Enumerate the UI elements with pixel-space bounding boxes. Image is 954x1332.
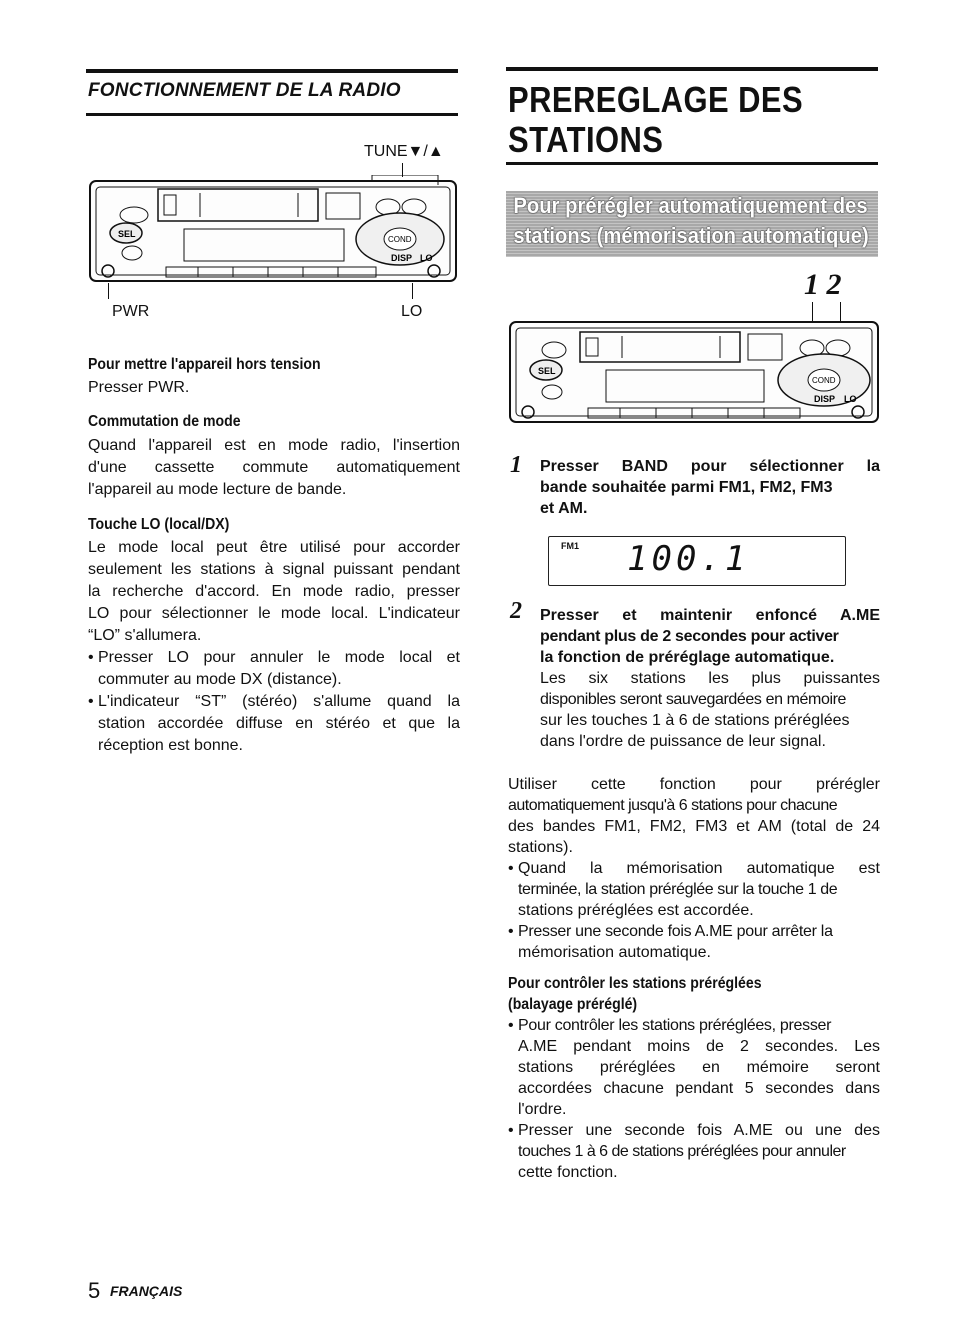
text-line: commuter au mode DX (distance). [98, 671, 342, 688]
step-1-number: 1 [510, 452, 522, 478]
text-line: dans l'ordre de puissance de leur signal. [540, 733, 826, 750]
lo-button-label: LO [844, 394, 857, 404]
page-title [508, 80, 803, 160]
step-1-text [540, 456, 880, 519]
text-line: accordées chacune pendant 5 secondes dans [518, 1080, 880, 1097]
radio-unit-illustration [88, 175, 458, 287]
right-top-rule [506, 67, 878, 71]
text-line: et AM. [540, 500, 588, 517]
text-line: Presser BAND pour sélectionner la [540, 458, 880, 475]
text-line: réception est bonne. [98, 737, 243, 754]
text-line: bande souhaitée parmi FM1, FM2, FM3 [540, 479, 833, 496]
text-line: la fonction de préréglage automatique. [540, 649, 835, 666]
text-line: des bandes FM1, FM2, FM3 et AM (total de 24 [508, 818, 880, 835]
subheading-power-off: Pour mettre l'appareil hors tension [88, 356, 321, 373]
text-line: • Presser une seconde fois A.ME pour arrêter la [518, 923, 833, 940]
tune-label: TUNE▼/▲ [364, 143, 444, 160]
sel-button-label: SEL [118, 229, 136, 239]
text-line: Utiliser cette fonction pour prérégler [508, 776, 880, 793]
bullet-item [508, 1120, 880, 1183]
pwr-callout-line [108, 283, 109, 299]
lcd-frequency: 100.1 [627, 539, 750, 579]
bullet-item [508, 921, 880, 963]
lcd-band: FM1 [561, 541, 579, 551]
text-line: • Presser une seconde fois A.ME ou une des [518, 1122, 880, 1139]
text-line: • L'indicateur “ST” (stéréo) s'allume quand la [98, 693, 460, 710]
text-line: station accordée diffuse en stéréo et que la [98, 715, 460, 732]
text-line: touches 1 à 6 de stations préréglées pour annuler [518, 1143, 846, 1160]
radio-unit-illustration-2 [508, 318, 880, 428]
text-line: “LO” s'allumera. [88, 627, 202, 644]
cond-button-label: COND [388, 235, 412, 244]
subheading-lo-key: Touche LO (local/DX) [88, 516, 230, 533]
text-line: LO pour sélectionner le mode local. L'indicateur [88, 605, 460, 622]
text-line: Les six stations les plus puissantes [540, 670, 880, 687]
footer-language: FRANÇAIS [110, 1283, 183, 1299]
text-line: Le mode local peut être utilisé pour accorder [88, 539, 460, 556]
disp-button-label: DISP [814, 394, 836, 404]
text-line: d'une cassette commute automatiquement [88, 459, 460, 476]
text-line: stations). [508, 839, 573, 856]
bullet-item [508, 858, 880, 921]
step-2-heading [540, 605, 880, 668]
text-line: Presser et maintenir enfoncé A.ME [540, 607, 880, 624]
text-line: • Pour contrôler les stations préréglées, presser [518, 1017, 832, 1034]
text-line: mémorisation automatique. [518, 944, 711, 961]
text-line: sur les touches 1 à 6 de stations préréglées [540, 712, 850, 729]
text-line: pendant plus de 2 secondes pour activer [540, 628, 839, 645]
mode-switch-text [88, 435, 460, 501]
pwr-label: PWR [112, 303, 150, 320]
page-number: 5 [88, 1278, 101, 1303]
text-line: la recherche d'accord. En mode radio, presser [88, 583, 460, 600]
text-line: stations préréglées en mémoire seront [518, 1059, 880, 1076]
text-line: (balayage préréglé) [508, 996, 638, 1013]
bullet-item [88, 647, 460, 691]
text-line: stations préréglées est accordée. [518, 902, 754, 919]
lo-label: LO [401, 303, 423, 320]
right-title-rule [506, 162, 878, 165]
lo-callout-line [412, 283, 413, 299]
text-line: l'appareil au mode lecture de bande. [88, 481, 347, 498]
lo-key-text [88, 537, 460, 757]
bullet-item [508, 1015, 880, 1120]
left-top-rule [86, 69, 458, 73]
text-line: terminée, la station préréglée sur la touche 1 de [518, 881, 838, 898]
preset-scan-text [508, 1015, 880, 1183]
power-off-text: Presser PWR. [88, 379, 190, 396]
section-title: FONCTIONNEMENT DE LA RADIO [88, 80, 401, 101]
text-line: seulement les stations à signal puissant pendant [88, 561, 460, 578]
text-line: Pour contrôler les stations préréglées [508, 975, 762, 992]
text-line: • Presser LO pour annuler le mode local et [98, 649, 460, 666]
sel-button-label: SEL [538, 366, 556, 376]
banner-line: Pour prérégler automatiquement des [513, 193, 868, 218]
title-line: STATIONS [508, 119, 664, 160]
text-line: Quand l'appareil est en mode radio, l'insertion [88, 437, 460, 454]
text-line: automatiquement jusqu'à 6 stations pour chacune [508, 797, 838, 814]
subheading-preset-scan [508, 973, 762, 1015]
title-line: PREREGLAGE DES [508, 79, 804, 120]
text-line: A.ME pendant moins de 2 secondes. Les [518, 1038, 880, 1055]
left-title-rule [86, 113, 458, 116]
step-2-text [540, 668, 880, 752]
text-line: cette fonction. [518, 1164, 618, 1181]
text-line: l'ordre. [518, 1101, 567, 1118]
bullet-item [88, 691, 460, 757]
lcd-display [548, 536, 846, 586]
disp-button-label: DISP [391, 253, 413, 263]
text-line: • Quand la mémorisation automatique est [518, 860, 880, 877]
subheading-mode-switch: Commutation de mode [88, 413, 241, 430]
banner-line: stations (mémorisation automatique) [513, 223, 869, 248]
text-line: disponibles seront sauvegardées en mémoire [540, 691, 847, 708]
step-2-number: 2 [510, 598, 522, 624]
auto-memory-text [508, 774, 880, 963]
section-banner [506, 191, 878, 257]
step-callouts: 1 2 [804, 268, 842, 301]
cond-button-label: COND [812, 376, 836, 385]
lo-button-label: LO [420, 253, 433, 263]
